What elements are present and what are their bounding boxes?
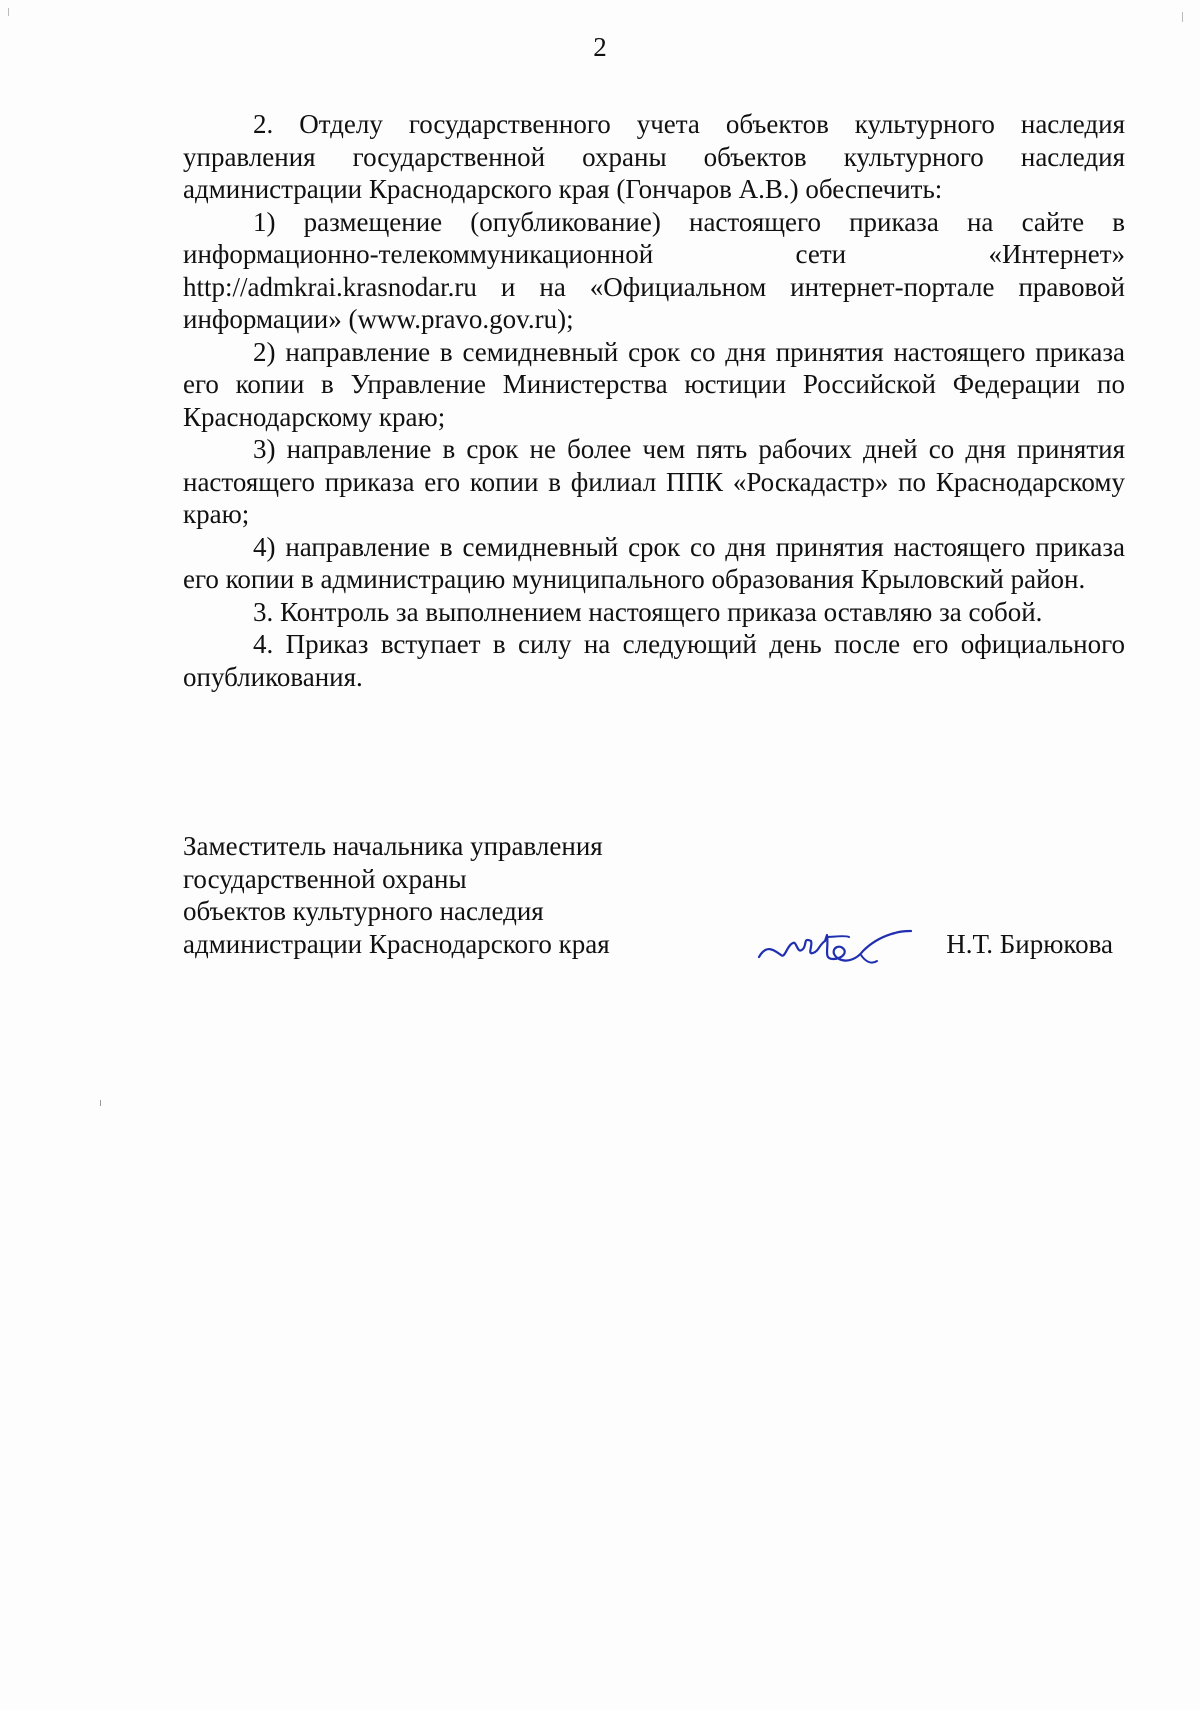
paragraph-2: 2. Отделу государственного учета объектов культурного наследия управления государственной охраны объектов культурного наследия администрации Краснодарского края (Гончаров А.В.) обеспечить: — [183, 109, 1125, 204]
signature-block — [183, 830, 1125, 990]
subparagraph-1: 1) размещение (опубликование) настоящего приказа на сайте в информационно-телекоммуникационной сети «Интернет» http://admkrai.krasnodar.ru и на «Официальном интернет-портале правовой информации» (www.pravo.gov.ru); — [183, 206, 1125, 334]
signatory-name: Н.Т. Бирюкова — [946, 928, 1113, 959]
signatory-title-line: администрации Краснодарского края — [183, 928, 610, 959]
signatory-title-line: Заместитель начальника управления — [183, 831, 603, 861]
handwritten-signature — [753, 915, 913, 975]
subparagraph-4: 4) направление в семидневный срок со дня принятия настоящего приказа его копии в администрацию муниципального образования Крыловский район. — [183, 531, 1125, 594]
document-body — [183, 108, 1125, 693]
subparagraph-2: 2) направление в семидневный срок со дня принятия настоящего приказа его копии в Управление Министерства юстиции Российской Федерации по Краснодарскому краю; — [183, 336, 1125, 432]
signatory-title-line: объектов культурного наследия — [183, 896, 544, 926]
scan-artifact — [8, 8, 9, 16]
signatory-title-line: государственной охраны — [183, 863, 467, 894]
subparagraph-3: 3) направление в срок не более чем пять рабочих дней со дня принятия настоящего приказа его копии в филиал ППК «Роскадастр» по Краснодарскому краю; — [183, 434, 1125, 529]
signatory-title — [183, 830, 610, 960]
scan-artifact — [100, 1100, 101, 1106]
scan-artifact — [1182, 12, 1183, 22]
paragraph-4: 4. Приказ вступает в силу на следующий день после его официального опубликования. — [183, 629, 1125, 692]
page-number: 2 — [593, 32, 607, 62]
paragraph-3: 3. Контроль за выполнением настоящего приказа оставляю за собой. — [253, 596, 1043, 627]
